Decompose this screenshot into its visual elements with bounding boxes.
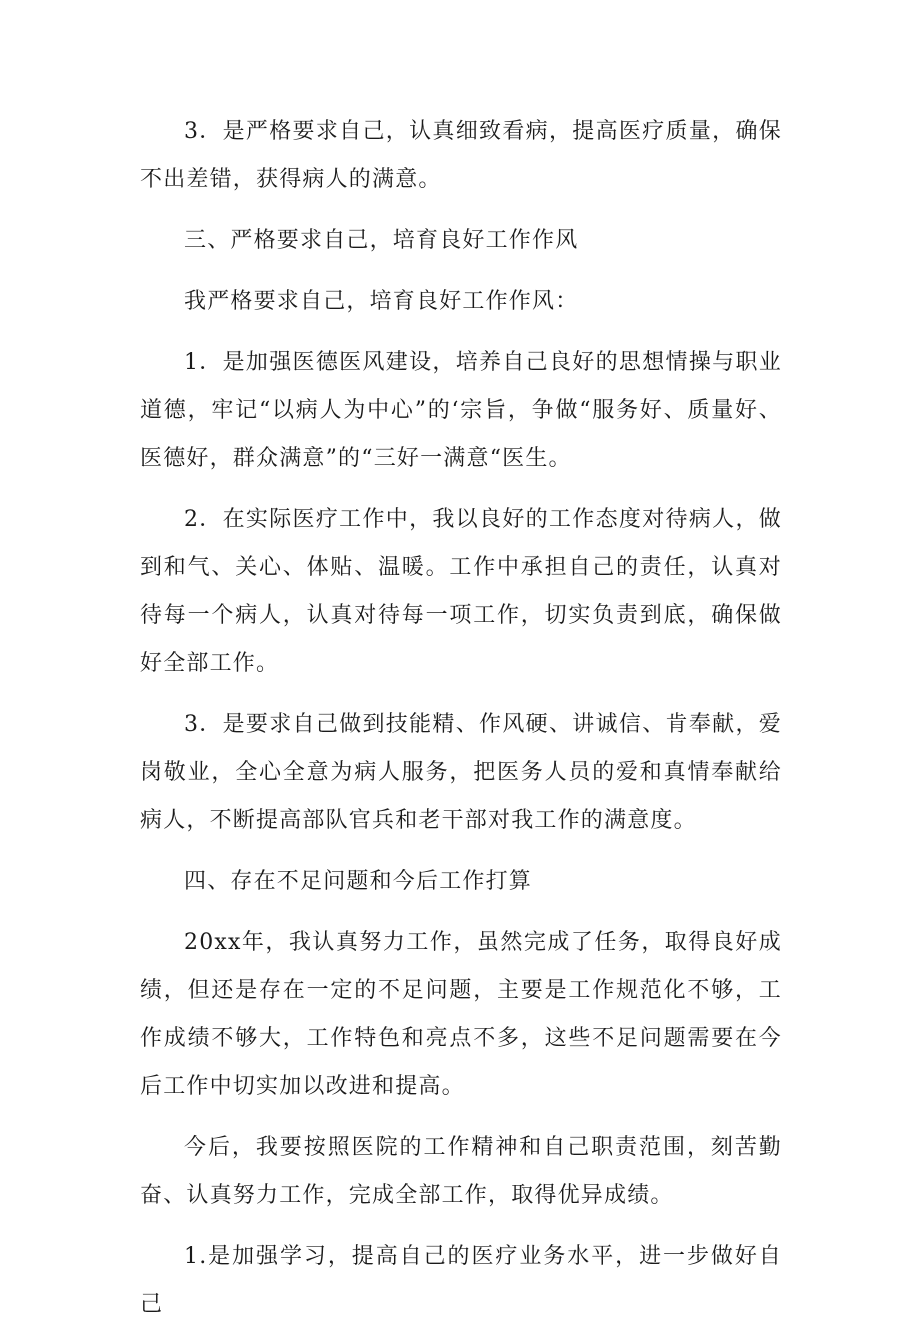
paragraph-item-1-study: 1.是加强学习，提高自己的医疗业务水平，进一步做好自己 <box>140 1244 782 1317</box>
document-body <box>140 108 782 1342</box>
paragraph-item-1-ethics: 1．是加强医德医风建设，培养自己良好的思想情操与职业道德，牢记“以病人为中心”的‘宗旨，争做“服务好、质量好、医德好，群众满意”的“三好一满意“医生。 <box>140 350 782 471</box>
paragraph-item-2-attitude: 2．在实际医疗工作中，我以良好的工作态度对待病人，做到和气、关心、体贴、温暖。工作中承担自己的责任，认真对待每一个病人，认真对待每一项工作，切实负责到底，确保做好全部工作。 <box>140 507 782 676</box>
paragraph-item-3-quality: 3．是严格要求自己，认真细致看病，提高医疗质量，确保不出差错，获得病人的满意。 <box>140 119 782 192</box>
paragraph-intro-work-style: 我严格要求自己，培育良好工作作风： <box>184 289 579 314</box>
paragraph-shortcomings: 20xx年，我认真努力工作，虽然完成了任务，取得良好成绩，但还是存在一定的不足问题，主要是工作规范化不够，工作成绩不够大，工作特色和亮点不多，这些不足问题需要在今后工作中切实加以改进和提高。 <box>140 930 782 1099</box>
paragraph-future-plan: 今后，我要按照医院的工作精神和自己职责范围，刻苦勤奋、认真努力工作，完成全部工作，取得优异成绩。 <box>140 1135 782 1208</box>
section-heading-four: 四、存在不足问题和今后工作打算 <box>184 869 533 894</box>
section-heading-three: 三、严格要求自己，培育良好工作作风 <box>184 228 579 253</box>
paragraph-item-3-dedication: 3．是要求自己做到技能精、作风硬、讲诚信、肯奉献，爱岗敬业，全心全意为病人服务，把医务人员的爱和真情奉献给病人，不断提高部队官兵和老干部对我工作的满意度。 <box>140 712 782 833</box>
